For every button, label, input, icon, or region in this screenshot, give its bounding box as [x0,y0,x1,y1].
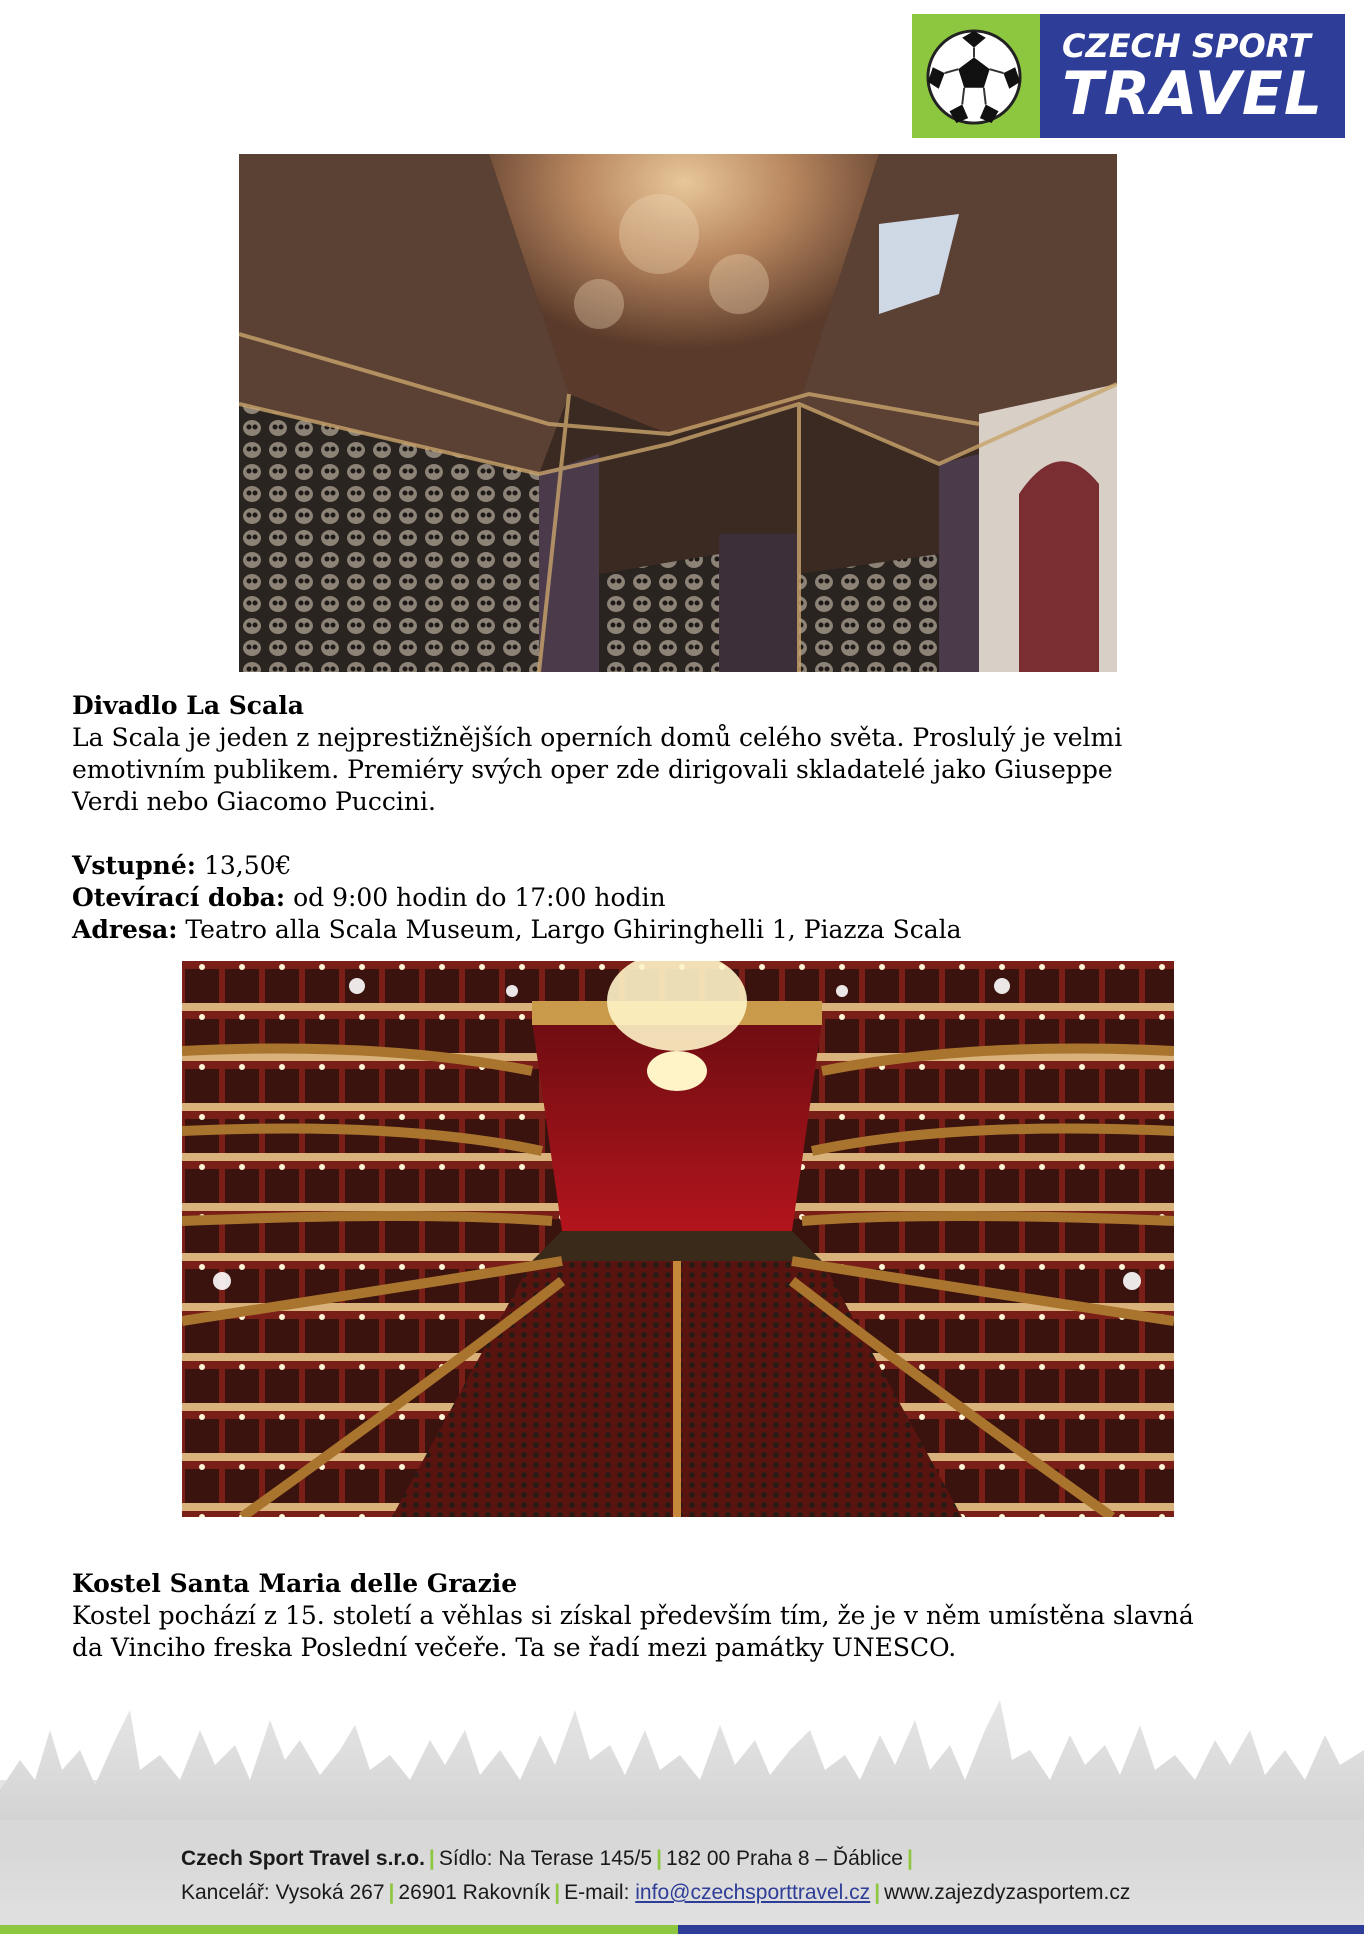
address-row [72,914,1302,946]
footer-seat: Sídlo: Na Terase 145/5 [438,1847,653,1870]
hours-value: od 9:00 hodin do 17:00 hodin [285,883,666,912]
santa-maria-line-1: Kostel pochází z 15. století a věhlas si získal především tím, že je v něm umístěna slavná [72,1601,1194,1630]
price-value: 13,50€ [196,851,292,880]
footer-line-1: Czech Sport Travel s.r.o. | Sídlo: Na Terase 145/5 | 182 00 Praha 8 – Ďáblice | [181,1847,913,1870]
la-scala-facts [72,850,1302,946]
santa-maria-section [72,1568,1302,1664]
footer-email-link[interactable]: info@czechsporttravel.cz [635,1881,871,1904]
logo-line-1: CZECH SPORT [1062,27,1311,65]
company-logo [912,14,1345,138]
page-footer [0,1670,1364,1934]
la-scala-line-1: La Scala je jeden z nejprestižnějších operních domů celého světa. Proslulý je velmi [72,723,1123,752]
footer-email-label: E-mail: [564,1881,636,1904]
la-scala-auditorium-photo [182,961,1174,1517]
logo-wordmark [1040,14,1345,138]
price-label: Vstupné: [72,851,196,880]
footer-bar-blue [678,1925,1364,1934]
price-row [72,850,1302,882]
hours-row [72,882,1302,914]
logo-ball-panel [912,14,1040,138]
la-scala-heading: Divadlo La Scala [72,691,304,720]
la-scala-line-2: emotivním publikem. Premiéry svých oper zde dirigovali skladatelé jako Giuseppe [72,755,1113,784]
footer-line-2: Kancelář: Vysoká 267 | 26901 Rakovník | E-mail: info@czechsporttravel.cz | www.zajezdyzasportem.cz [181,1881,1131,1904]
logo-line-2: TRAVEL [1062,59,1324,129]
footer-city: 182 00 Praha 8 – Ďáblice [665,1847,903,1870]
footer-office: Kancelář: Vysoká 267 [181,1881,385,1904]
santa-maria-line-2: da Vinciho freska Poslední večeře. Ta se řadí mezi památky UNESCO. [72,1633,957,1662]
footer-contact [181,1842,1130,1910]
address-label: Adresa: [72,915,178,944]
footer-company: Czech Sport Travel s.r.o. [181,1847,425,1870]
hours-label: Otevírací doba: [72,883,286,912]
la-scala-section [72,690,1302,818]
footer-bar-green [0,1925,678,1934]
footer-web: www.zajezdyzasportem.cz [884,1881,1131,1904]
address-value: Teatro alla Scala Museum, Largo Ghiringhelli 1, Piazza Scala [177,915,962,944]
footer-office-city: 26901 Rakovník [398,1881,551,1904]
soccer-ball-icon [924,28,1024,126]
santa-maria-heading: Kostel Santa Maria delle Grazie [72,1569,518,1598]
chapel-interior-photo [239,154,1117,672]
la-scala-line-3: Verdi nebo Giacomo Puccini. [72,787,436,816]
